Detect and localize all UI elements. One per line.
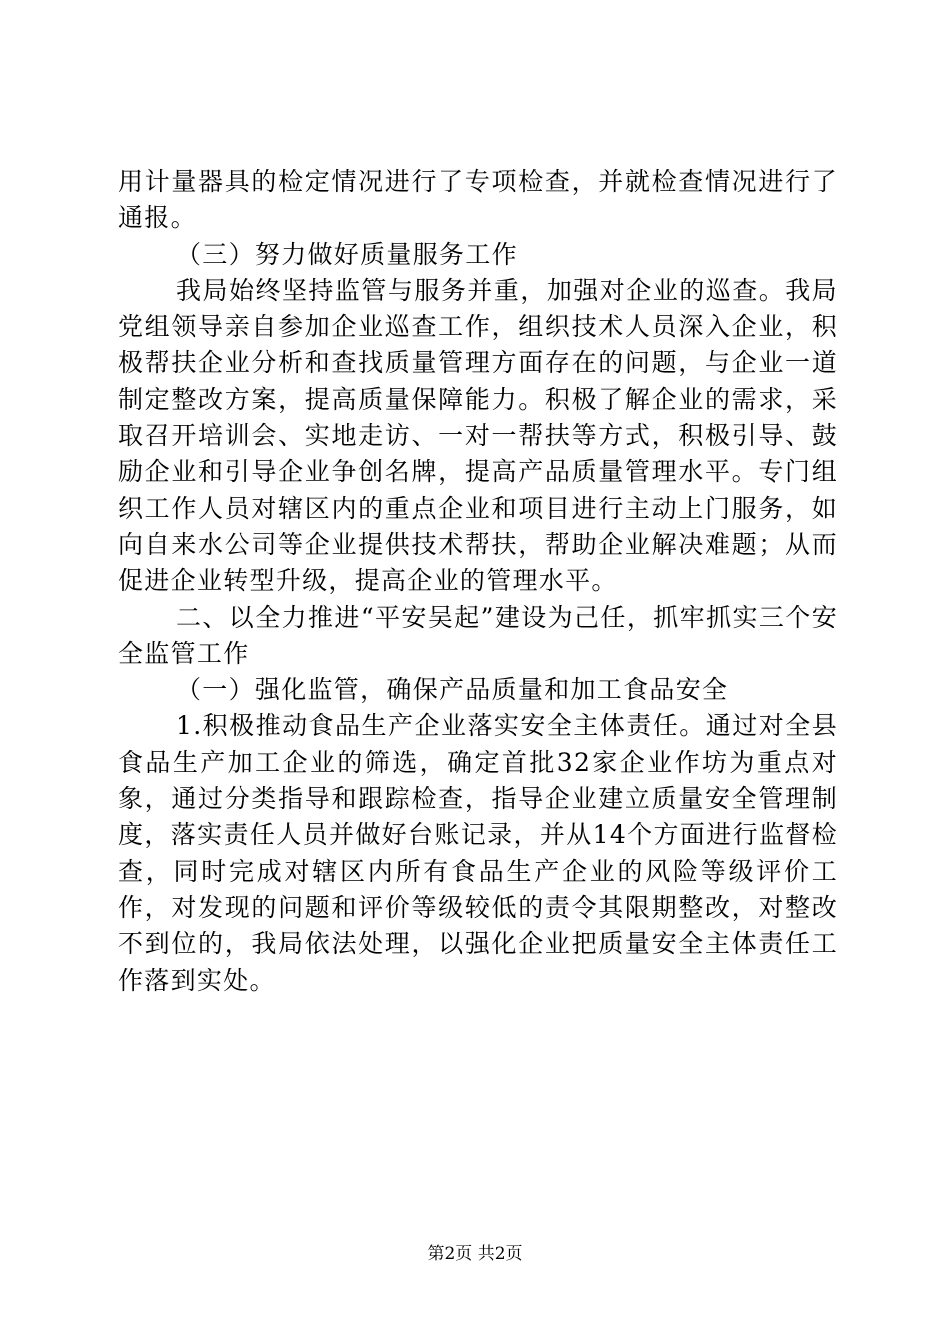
page-number: 第2页 共2页 <box>427 1244 523 1264</box>
section-heading-service: （三）努力做好质量服务工作 <box>176 239 518 269</box>
section-heading-safety: 二、以全力推进“平安吴起”建设为己任，抓牢抓实三个安全监管工作 <box>118 602 838 668</box>
paragraph-continuation: 用计量器具的检定情况进行了专项检查，并就检查情况进行了通报。 <box>118 167 838 233</box>
paragraph-service-work: 我局始终坚持监管与服务并重，加强对企业的巡查。我局党组领导亲自参加企业巡查工作，组织技术人员深入企业，积极帮扶企业分析和查找质量管理方面存在的问题，与企业一道制定整改方案，提高质量保障能力。积极了解企业的需求，采取召开培训会、实地走访、一对一帮扶等方式，积极引导、鼓励企业和引导企业争创名牌，提高产品质量管理水平。专门组织工作人员对辖区内的重点企业和项目进行主动上门服务，如向自来水公司等企业提供技术帮扶，帮助企业解决难题；从而促进企业转型升级，提高企业的管理水平。 <box>118 275 838 596</box>
paragraph-food-safety: 1.积极推动食品生产企业落实安全主体责任。通过对全县食品生产加工企业的筛选，确定首批32家企业作坊为重点对象，通过分类指导和跟踪检查，指导企业建立质量安全管理制度，落实责任人员并做好台账记录，并从14个方面进行监督检查，同时完成对辖区内所有食品生产企业的风险等级评价工作，对发现的问题和评价等级较低的责令其限期整改，对整改不到位的，我局依法处理，以强化企业把质量安全主体责任工作落到实处。 <box>118 711 838 995</box>
subsection-heading-supervision: （一）强化监管，确保产品质量和加工食品安全 <box>176 675 729 705</box>
document-body <box>118 164 838 999</box>
page-footer <box>0 1243 950 1265</box>
